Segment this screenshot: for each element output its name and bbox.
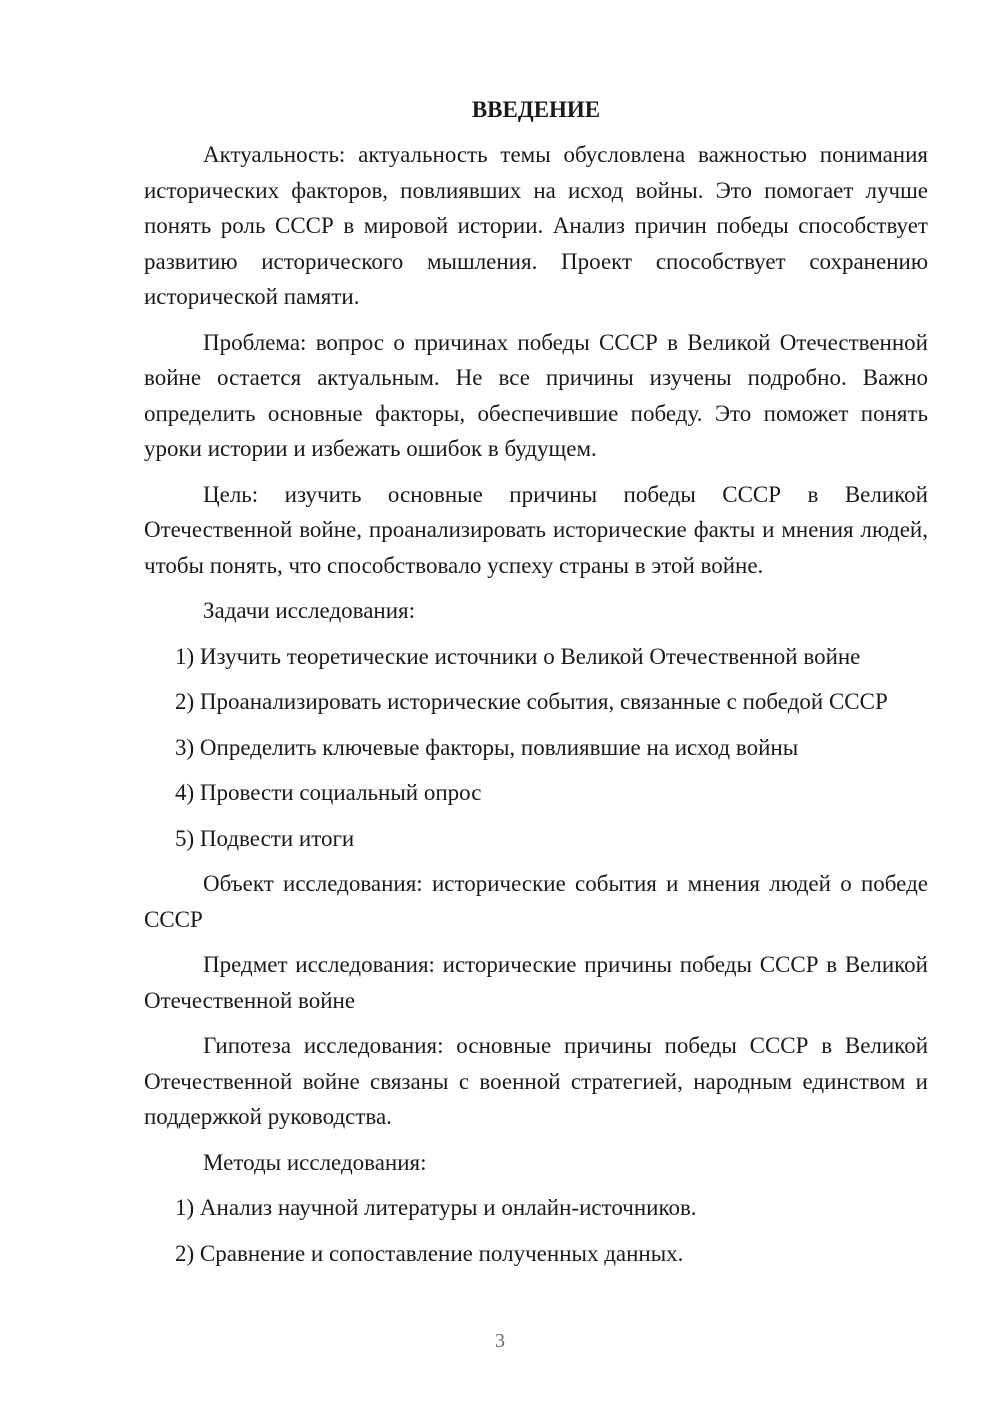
page-number: 3 — [495, 1330, 505, 1352]
method-item-1: 1) Анализ научной литературы и онлайн-источников. — [175, 1195, 697, 1220]
subject-paragraph: Предмет исследования: исторические причины победы СССР в Великой Отечественной войне — [144, 952, 928, 1013]
task-item-3: 3) Определить ключевые факторы, повлиявшие на исход войны — [175, 734, 799, 760]
problem-paragraph: Проблема: вопрос о причинах победы СССР в Великой Отечественной войне остается актуальным. Не все причины изучены подробно. Важно определить основные факторы, обеспечившие победу. Это поможет понять уроки истории и избежать ошибок в будущем. — [144, 329, 928, 461]
goal-paragraph: Цель: изучить основные причины победы СССР в Великой Отечественной войне, проанализировать исторические факты и мнения людей, чтобы понять, что способствовало успеху страны в этой войне. — [144, 481, 928, 578]
task-item-1: 1) Изучить теоретические источники о Великой Отечественной войне — [175, 643, 861, 669]
tasks-heading: Задачи исследования: — [203, 598, 416, 623]
task-item-4: 4) Провести социальный опрос — [175, 780, 482, 805]
relevance-paragraph: Актуальность: актуальность темы обусловлена важностью понимания исторических факторов, повлиявших на исход войны. Это помогает лучше понять роль СССР в мировой истории. Анализ причин победы способствует развитию исторического мышления. Проект способствует сохранению исторической памяти. — [144, 142, 928, 309]
section-title: ВВЕДЕНИЕ — [471, 97, 601, 122]
methods-heading: Методы исследования: — [203, 1149, 427, 1175]
task-item-2: 2) Проанализировать исторические события, связанные с победой СССР — [175, 689, 888, 714]
page-body — [144, 92, 928, 1281]
method-item-2: 2) Сравнение и сопоставление полученных данных. — [175, 1240, 684, 1266]
hypothesis-paragraph: Гипотеза исследования: основные причины победы СССР в Великой Отечественной войне связаны с военной стратегией, народным единством и поддержкой руководства. — [144, 1033, 928, 1129]
object-paragraph: Объект исследования: исторические события и мнения людей о победе СССР — [144, 871, 928, 932]
task-item-5: 5) Подвести итоги — [175, 825, 355, 851]
